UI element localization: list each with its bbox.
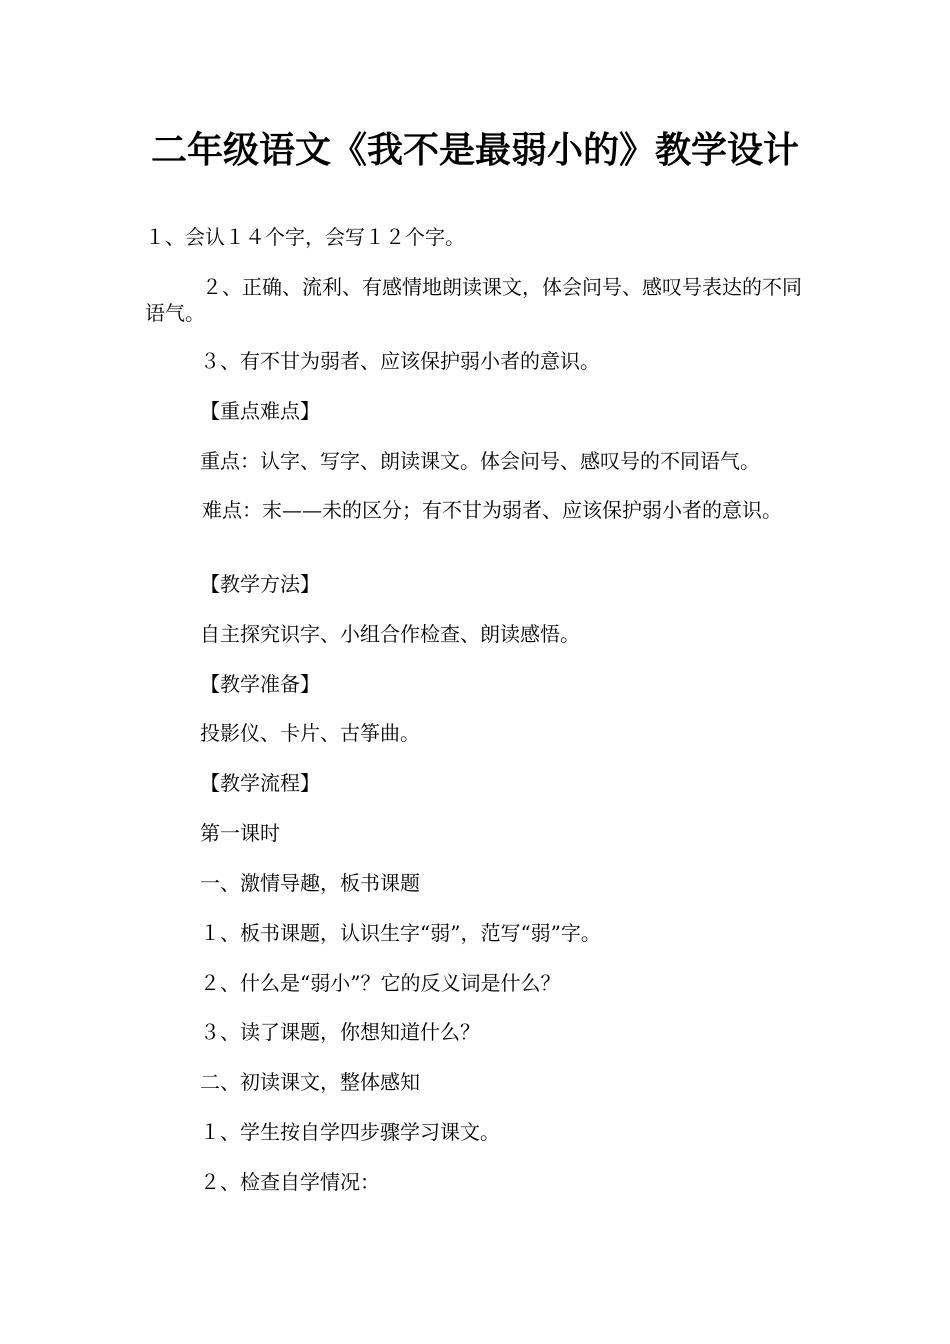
key-points-text: 重点：认字、写字、朗读课文。体会问号、感叹号的不同语气。 xyxy=(200,449,760,473)
objective-2: ２、正确、流利、有感情地朗读课文，体会问号、感叹号表达的不同语气。 xyxy=(145,275,802,325)
objective-3: ３、有不甘为弱者、应该保护弱小者的意识。 xyxy=(200,349,600,373)
step-one-heading: 一、激情导趣，板书课题 xyxy=(200,871,420,895)
section-heading-process: 【教学流程】 xyxy=(200,771,320,795)
step-two-item-2: ２、检查自学情况： xyxy=(200,1170,380,1194)
section-heading-methods: 【教学方法】 xyxy=(200,572,320,596)
objective-1: １、会认１４个字，会写１２个字。 xyxy=(145,225,465,249)
lesson-one-heading: 第一课时 xyxy=(200,821,280,845)
step-one-item-3: ３、读了课题，你想知道什么？ xyxy=(200,1020,480,1044)
preparation-text: 投影仪、卡片、古筝曲。 xyxy=(200,721,420,745)
step-two-item-1: １、学生按自学四步骤学习课文。 xyxy=(200,1120,500,1144)
difficult-points-text: 难点：末——未的区分；有不甘为弱者、应该保护弱小者的意识。 xyxy=(202,498,782,522)
section-heading-preparation: 【教学准备】 xyxy=(200,672,320,696)
step-two-heading: 二、初读课文，整体感知 xyxy=(200,1070,420,1094)
methods-text: 自主探究识字、小组合作检查、朗读感悟。 xyxy=(200,622,580,646)
step-one-item-2: ２、什么是“弱小”？它的反义词是什么？ xyxy=(200,971,561,995)
section-heading-key-points: 【重点难点】 xyxy=(200,399,320,423)
document-title: 二年级语文《我不是最弱小的》教学设计 xyxy=(150,130,799,171)
step-one-item-1: １、板书课题，认识生字“弱”，范写“弱”字。 xyxy=(200,921,601,945)
